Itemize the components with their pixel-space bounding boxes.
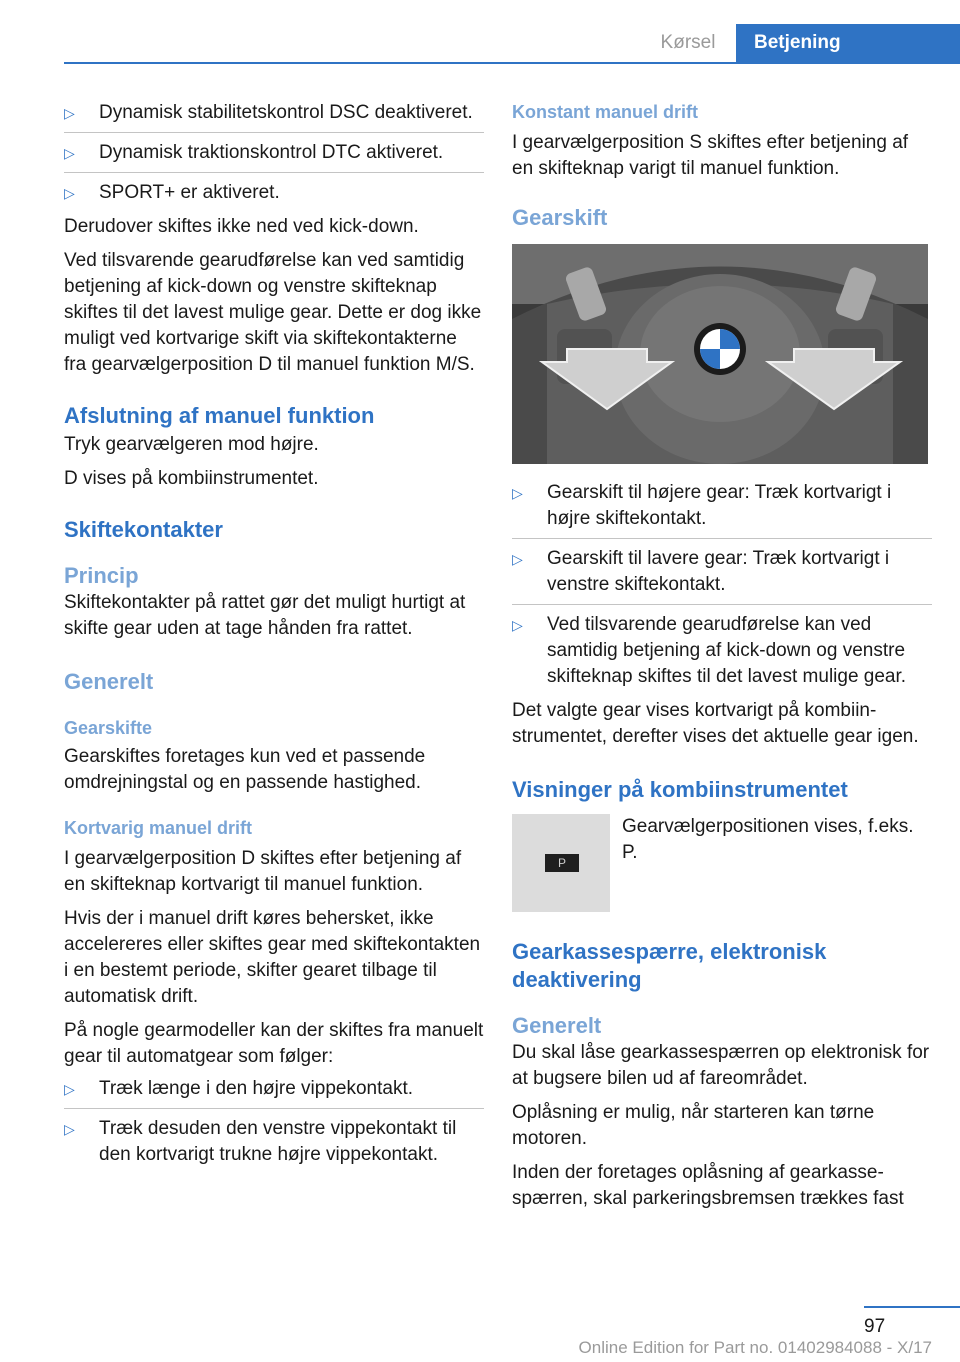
divider xyxy=(512,538,932,539)
footer-rule xyxy=(864,1306,960,1308)
heading-visninger: Visninger på kombiinstrumentet xyxy=(512,777,848,802)
tab-kørsel[interactable]: Kørsel xyxy=(660,32,716,53)
paragraph: Derudover skiftes ikke ned ved kick-down. xyxy=(64,216,419,237)
bullet-traek-desuden: ▷ Træk desuden den venstre vippekontakt til den kortvarigt trukne højre vippekontakt. xyxy=(64,1116,484,1168)
divider xyxy=(64,1108,484,1109)
right-column xyxy=(512,100,932,1220)
heading-konstant: Konstant manuel drift xyxy=(512,102,699,122)
heading-gearskift: Gearskift xyxy=(512,205,608,230)
divider xyxy=(512,604,932,605)
heading-gearkasse: Gearkassespærre, elektronisk deaktivering xyxy=(512,939,827,992)
bullet-dsc: ▷ Dynamisk stabilitetskontrol DSC deaktiveret. xyxy=(64,100,484,126)
paragraph: I gearvælgerposition S skiftes efter betjening af en skifteknap varigt til manuel funktion. xyxy=(512,132,909,179)
paragraph: I gearvælgerposition D skiftes efter betjening af en skifteknap kortvarigt til manuel funktion. xyxy=(64,848,462,895)
heading-skiftekontakter: Skiftekontakter xyxy=(64,517,223,542)
paragraph: Du skal låse gearkassespærren op elektronisk for at bugsere bilen ud af fareområdet. xyxy=(512,1042,930,1089)
heading-princip: Princip xyxy=(64,563,139,588)
left-column xyxy=(64,100,484,1168)
heading-kortvarig: Kortvarig manuel drift xyxy=(64,818,253,838)
paragraph: D vises på kombiinstrumentet. xyxy=(64,468,319,489)
gear-indicator: P xyxy=(545,854,579,872)
bullet-traek-laenge: ▷ Træk længe i den højre vippekontakt. xyxy=(64,1076,484,1102)
paragraph: Inden der foretages oplåsning af gearkassespærren, skal parkeringsbremsen trækkes fast xyxy=(512,1162,904,1209)
heading-generelt: Generelt xyxy=(64,669,154,694)
paragraph: På nogle gearmodeller kan der skiftes fra manuelt gear til automatgear som følger: xyxy=(64,1020,484,1067)
paragraph: Hvis der i manuel drift køres behersket, ikke accelereres eller skiftes gear med skiftekontakten i en bestemt periode, skifter gearet tilbage til automatisk drift. xyxy=(64,908,481,1007)
gear-display-image xyxy=(512,814,610,912)
header-rule xyxy=(64,62,960,64)
divider xyxy=(64,132,484,133)
page-number: 97 xyxy=(864,1316,886,1337)
paragraph: Ved tilsvarende gearudførelse kan ved samtidig betjening af kick-down og venstre skifteknap skiftes til det lavest mulige gear. Dette er dog ikke muligt ved kortvarige skift via skiftekontakterne fra gearvælgerposition D til manuel funktion M/S. xyxy=(64,250,482,375)
divider xyxy=(64,172,484,173)
heading-afslutning: Afslutning af manuel funktion xyxy=(64,403,375,428)
bullet-hoejere-gear: ▷ Gearskift til højere gear: Træk kortvarigt i højre skiftekontakt. xyxy=(512,480,932,532)
heading-generelt-right: Generelt xyxy=(512,1013,602,1038)
paragraph: Det valgte gear vises kortvarigt på kombiinstrumentet, derefter vises det aktuelle gear igen. xyxy=(512,700,919,747)
heading-gearskifte: Gearskifte xyxy=(64,718,153,738)
bullet-lavere-gear: ▷ Gearskift til lavere gear: Træk kortvarigt i venstre skiftekontakt. xyxy=(512,546,932,598)
display-example xyxy=(512,814,932,912)
bullet-dtc: ▷ Dynamisk traktionskontrol DTC aktiveret. xyxy=(64,140,484,166)
paragraph: Gearvælgerpositionen vises, f.eks. P. xyxy=(622,816,914,863)
paragraph: Oplåsning er mulig, når starteren kan tørne motoren. xyxy=(512,1102,875,1149)
bullet-sport: ▷ SPORT+ er aktiveret. xyxy=(64,180,484,206)
paragraph: Skiftekontakter på rattet gør det muligt hurtigt at skifte gear uden at tage hånden fra rattet. xyxy=(64,592,466,639)
bullet-lavest-gear: ▷ Ved tilsvarende gearudførelse kan ved samtidig betjening af kick-down og venstre skifteknap skiftes til det lavest mulige gear. xyxy=(512,612,932,690)
paragraph: Gearskiftes foretages kun ved et passende omdrejningstal og en passende hastighed. xyxy=(64,746,426,793)
tab-betjening[interactable]: Betjening xyxy=(736,24,960,62)
footer-edition: Online Edition for Part no. 01402984088 - X/17 xyxy=(578,1338,932,1357)
paragraph: Tryk gearvælgeren mod højre. xyxy=(64,434,319,455)
steering-wheel-illustration xyxy=(512,244,928,464)
